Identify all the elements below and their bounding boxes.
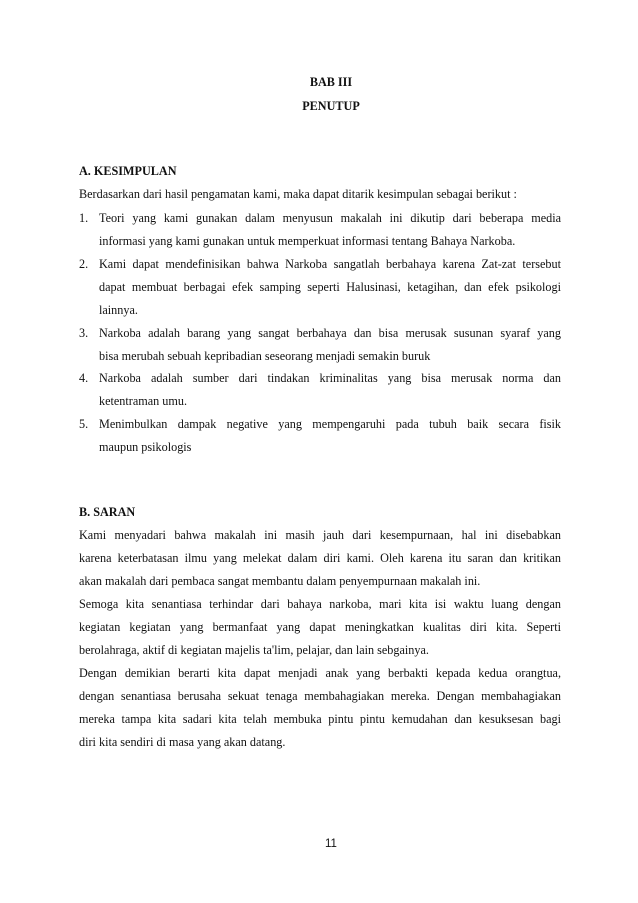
list-item-number: 2. [79, 257, 89, 271]
list-item-line: Narkoba adalah barang yang sangat berbahaya dan bisa merusak susunan syaraf yang [99, 326, 561, 340]
paragraph-line: akan makalah dari pembaca sangat membantu dalam penyempurnaan makalah ini. [79, 574, 481, 588]
list-item-number: 1. [79, 211, 89, 225]
list-item-line: Narkoba adalah sumber dari tindakan kriminalitas yang bisa merusak norma dan [99, 371, 561, 385]
list-item-line: informasi yang kami gunakan untuk memperkuat informasi tentang Bahaya Narkoba. [99, 234, 516, 248]
chapter-number: BAB III [309, 75, 353, 89]
paragraph-line: kegiatan kegiatan yang bermanfaat yang dapat meningkatkan kualitas diri kita. Seperti [79, 620, 561, 634]
list-item-line: Kami dapat mendefinisikan bahwa Narkoba sangatlah berbahaya karena Zat-zat tersebut [99, 257, 561, 271]
paragraph-line: karena keterbatasan ilmu yang melekat dalam diri kami. Oleh karena itu saran dan kritikan [79, 551, 561, 565]
list-item-number: 3. [79, 326, 89, 340]
section-a-heading: A. KESIMPULAN [79, 164, 177, 178]
list-item-line: bisa merubah sebuah kepribadian seseorang menjadi semakin buruk [99, 349, 431, 363]
list-item-line: Menimbulkan dampak negative yang mempengaruhi pada tubuh baik secara fisik [99, 417, 561, 431]
paragraph-line: Dengan demikian berarti kita dapat menjadi anak yang berbakti kepada kedua orangtua, [79, 666, 561, 680]
list-item-line: maupun psikologis [99, 440, 192, 454]
section-a-intro: Berdasarkan dari hasil pengamatan kami, maka dapat ditarik kesimpulan sebagai berikut : [79, 187, 517, 201]
paragraph-line: dengan senantiasa berusaha sekuat tenaga membahagiakan mereka. Dengan membahagiakan [79, 689, 561, 703]
paragraph-line: berolahraga, aktif di kegiatan majelis ta'lim, pelajar, dan lain sebgainya. [79, 643, 429, 657]
list-item-number: 4. [79, 371, 89, 385]
list-item-line: Teori yang kami gunakan dalam menyusun makalah ini dikutip dari beberapa media [99, 211, 561, 225]
paragraph-line: Kami menyadari bahwa makalah ini masih jauh dari kesempurnaan, hal ini disebabkan [79, 528, 561, 542]
paragraph-line: diri kita sendiri di masa yang akan datang. [79, 735, 286, 749]
list-item-line: lainnya. [99, 303, 138, 317]
list-item-line: ketentraman umu. [99, 394, 187, 408]
paragraph-line: mereka tampa kita sadari kita telah membuka pintu pintu kemudahan dan kesuksesan bagi [79, 712, 561, 726]
page-number: 11 [325, 838, 337, 850]
list-item-line: dapat membuat berbagai efek samping seperti Halusinasi, ketagihan, dan efek psikologi [99, 280, 561, 294]
list-item-number: 5. [79, 417, 89, 431]
paragraph-line: Semoga kita senantiasa terhindar dari bahaya narkoba, mari kita isi waktu luang dengan [79, 597, 561, 611]
section-b-heading: B. SARAN [79, 505, 136, 519]
chapter-title: PENUTUP [302, 99, 360, 113]
